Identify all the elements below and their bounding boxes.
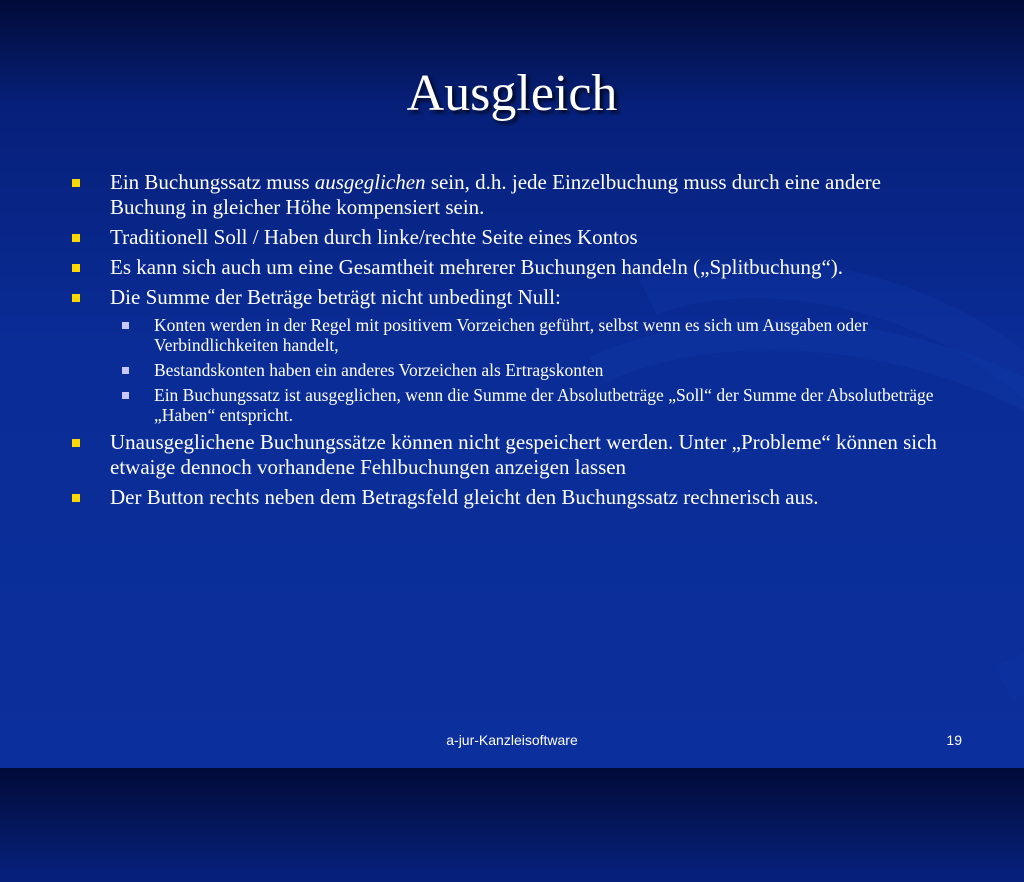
- sub-bullet-item: [72, 360, 952, 380]
- bullet-item: [72, 170, 952, 220]
- square-sub-bullet-icon: [122, 367, 129, 374]
- square-bullet-icon: [72, 234, 80, 242]
- square-bullet-icon: [72, 179, 80, 187]
- square-bullet-icon: [72, 264, 80, 272]
- sub-bullet-item: [72, 315, 952, 355]
- bullet-item: [72, 430, 952, 480]
- page-number: 19: [946, 732, 962, 748]
- bullet-text: Ein Buchungssatz muss: [110, 170, 315, 194]
- bullet-text: Unausgeglichene Buchungssätze können nicht gespeichert werden. Unter „Probleme“ können sich etwaige dennoch vorhandene Fehlbuchungen anzeigen lassen: [110, 430, 937, 479]
- sub-bullet-text: Konten werden in der Regel mit positivem Vorzeichen geführt, selbst wenn es sich um Ausgaben oder Verbindlichkeiten handelt,: [154, 315, 868, 355]
- bullet-item: [72, 285, 952, 310]
- slide-footer: a-jur-Kanzleisoftware: [446, 732, 578, 748]
- bullet-text: Es kann sich auch um eine Gesamtheit mehrerer Buchungen handeln („Splitbuchung“).: [110, 255, 844, 279]
- bullet-text: Traditionell Soll / Haben durch linke/rechte Seite eines Kontos: [110, 225, 638, 249]
- slide-title: Ausgleich: [406, 65, 618, 122]
- square-bullet-icon: [72, 439, 80, 447]
- bullet-list: [72, 170, 952, 515]
- bullet-text: Der Button rechts neben dem Betragsfeld gleicht den Buchungssatz rechnerisch aus.: [110, 485, 819, 509]
- square-bullet-icon: [72, 494, 80, 502]
- square-sub-bullet-icon: [122, 392, 129, 399]
- sub-bullet-item: [72, 385, 952, 425]
- sub-bullet-text: Bestandskonten haben ein anderes Vorzeichen als Ertragskonten: [154, 360, 604, 380]
- square-bullet-icon: [72, 294, 80, 302]
- sub-bullet-text: Ein Buchungssatz ist ausgeglichen, wenn die Summe der Absolutbeträge „Soll“ der Summe der Absolutbeträge „Haben“ entspricht.: [154, 385, 934, 425]
- bullet-item: [72, 225, 952, 250]
- bullet-text: sein, d.h. jede Einzelbuchung muss durch eine andere Buchung in gleicher Höhe kompensiert sein.: [110, 170, 881, 219]
- bullet-emphasis: ausgeglichen: [314, 170, 426, 194]
- bullet-item: [72, 255, 952, 280]
- bullet-item: [72, 485, 952, 510]
- square-sub-bullet-icon: [122, 322, 129, 329]
- bullet-text: Die Summe der Beträge beträgt nicht unbedingt Null:: [110, 285, 561, 309]
